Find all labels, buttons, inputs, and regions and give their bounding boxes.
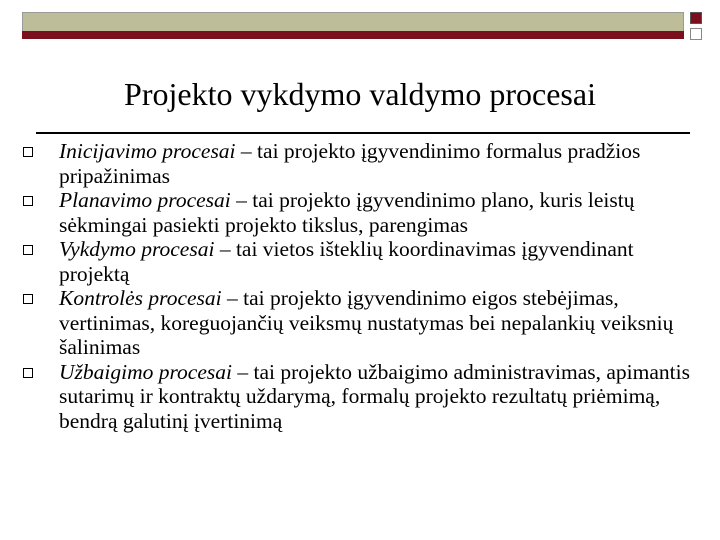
square-bullet-icon [23,147,33,157]
bullet-item-initiation [18,139,698,188]
bullet-term: Užbaigimo procesai [59,359,232,384]
bullet-text: – tai projekto užbaigimo administravimas, apimantis sutarimų ir kontraktų uždarymą, formalų projekto rezultatų priėmimą, bendrą galutinį įvertinimą [59,359,690,433]
square-bullet-icon [23,245,33,255]
bullet-item-closing [18,360,698,434]
title-underline [36,132,690,134]
header-accent-line [22,31,684,39]
bullet-term: Vykdymo procesai [59,237,215,261]
bullet-text: – tai vietos išteklių koordinavimas įgyvendinant projektą [59,237,634,286]
bullet-text: – tai projekto įgyvendinimo formalus pradžios pripažinimas [59,139,641,188]
bullet-text: – tai projekto įgyvendinimo plano, kuris leistų sėkmingai pasiekti projekto tikslus, parengimas [59,188,635,237]
bullet-item-control [18,286,698,360]
bullet-text: – tai projekto įgyvendinimo eigos stebėjimas, vertinimas, koreguojančių veiksmų nustatymas bei nepalankių veiksnių šalinimas [59,286,674,359]
bullet-list [18,139,698,433]
bullet-term: Inicijavimo procesai [59,139,236,163]
corner-square-filled [690,12,702,24]
square-bullet-icon [23,368,33,378]
bullet-term: Planavimo procesai [59,188,231,212]
bullet-term: Kontrolės procesai [59,286,222,310]
slide-title: Projekto vykdymo valdymo procesai [124,76,596,112]
square-bullet-icon [23,294,33,304]
corner-square-outline [690,28,702,40]
bullet-item-execution [18,237,698,286]
bullet-item-planning [18,188,698,237]
square-bullet-icon [23,196,33,206]
